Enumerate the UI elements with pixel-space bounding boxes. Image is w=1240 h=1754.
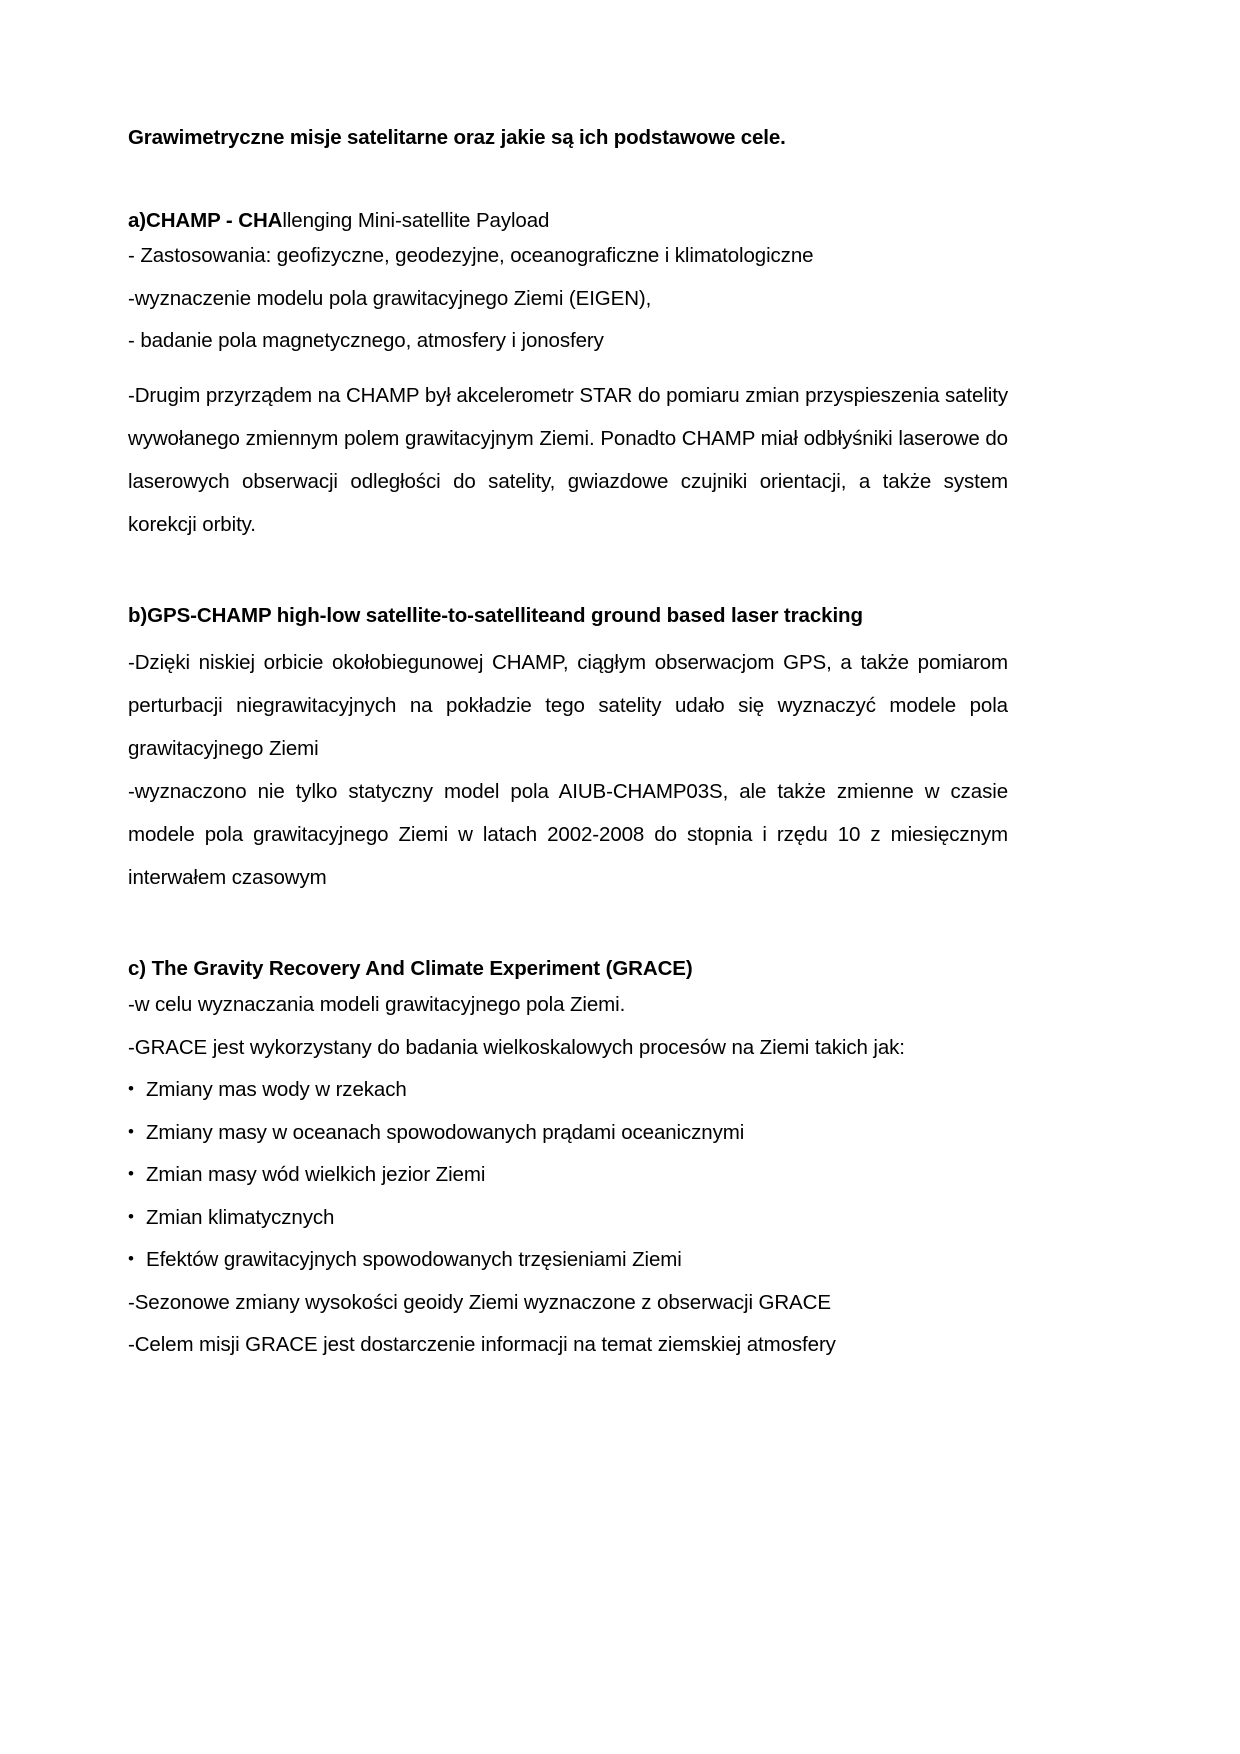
spacer: [128, 546, 1008, 602]
spacer: [128, 151, 1008, 207]
bullet-icon: •: [128, 1164, 134, 1184]
section-c: [128, 955, 1008, 1355]
section-a: [128, 207, 1008, 546]
section-b: [128, 602, 1008, 900]
section-a-heading-regular: llenging Mini-satellite Payload: [282, 208, 550, 232]
section-a-heading: [128, 207, 1008, 235]
section-c-closing-line-2: -Celem misji GRACE jest dostarczenie informacji na temat ziemskiej atmosfery: [128, 1333, 836, 1357]
grace-process-list: [128, 1080, 1008, 1271]
list-item-label: Zmian masy wód wielkich jezior Ziemi: [146, 1163, 486, 1187]
section-c-closing-line-1: -Sezonowe zmiany wysokości geoidy Ziemi wyznaczone z obserwacji GRACE: [128, 1290, 831, 1314]
list-item: [128, 1205, 1008, 1229]
list-item-label: Zmian klimatycznych: [146, 1205, 335, 1229]
list-item: [128, 1165, 1008, 1186]
section-a-paragraph: -Drugim przyrządem na CHAMP był akcelerometr STAR do pomiaru zmian przyspieszenia satelity wywołanego zmiennym polem grawitacyjnym Ziemi. Ponadto CHAMP miał odbłyśniki laserowe do laserowych obserwacji odległości do satelity, gwiazdowe czujniki orientacji, a także system korekcji orbity.: [128, 383, 1008, 536]
section-b-paragraph-2: -wyznaczono nie tylko statyczny model pola AIUB-CHAMP03S, ale także zmienne w czasie modele pola grawitacyjnego Ziemi w latach 2002-2008 do stopnia i rzędu 10 z miesięcznym interwałem czasowym: [128, 780, 1008, 890]
list-item: [128, 1080, 1008, 1101]
list-item-label: Efektów grawitacyjnych spowodowanych trzęsieniami Ziemi: [146, 1248, 682, 1272]
section-b-paragraph-1: -Dzięki niskiej orbicie okołobiegunowej CHAMP, ciągłym obserwacjom GPS, a także pomiarom perturbacji niegrawitacyjnych na pokładzie tego satelity udało się wyznaczyć modele pola grawitacyjnego Ziemi: [128, 651, 1008, 761]
section-c-intro-line-1: -w celu wyznaczania modeli grawitacyjnego pola Ziemi.: [128, 993, 626, 1017]
list-item: [128, 1250, 1008, 1271]
section-a-line-2: -wyznaczenie modelu pola grawitacyjnego Ziemi (EIGEN),: [128, 286, 652, 310]
section-c-intro-line-2: -GRACE jest wykorzystany do badania wielkoskalowych procesów na Ziemi takich jak:: [128, 1035, 905, 1059]
list-item-label: Zmiany mas wody w rzekach: [146, 1078, 407, 1102]
bullet-icon: •: [128, 1079, 134, 1099]
bullet-icon: •: [128, 1249, 134, 1269]
section-a-line-3: - badanie pola magnetycznego, atmosfery i jonosfery: [128, 329, 604, 353]
section-b-heading: b)GPS-CHAMP high-low satellite-to-satelliteand ground based laser tracking: [128, 603, 863, 627]
section-c-intro: [128, 995, 1008, 1058]
section-c-heading: c) The Gravity Recovery And Climate Experiment (GRACE): [128, 957, 693, 981]
list-item: [128, 1120, 1008, 1144]
section-c-closing: [128, 1290, 1008, 1357]
section-a-line-1: - Zastosowania: geofizyczne, geodezyjne, oceanograficzne i klimatologiczne: [128, 244, 814, 268]
page-title: Grawimetryczne misje satelitarne oraz jakie są ich podstawowe cele.: [128, 126, 786, 149]
section-a-lines: [128, 246, 1008, 352]
bullet-icon: •: [128, 1206, 134, 1226]
list-item-label: Zmiany masy w oceanach spowodowanych prądami oceanicznymi: [146, 1120, 745, 1144]
spacer: [128, 899, 1008, 955]
section-a-heading-bold: a)CHAMP - CHA: [128, 208, 283, 232]
document-body: [128, 126, 1008, 1378]
bullet-icon: •: [128, 1121, 134, 1141]
